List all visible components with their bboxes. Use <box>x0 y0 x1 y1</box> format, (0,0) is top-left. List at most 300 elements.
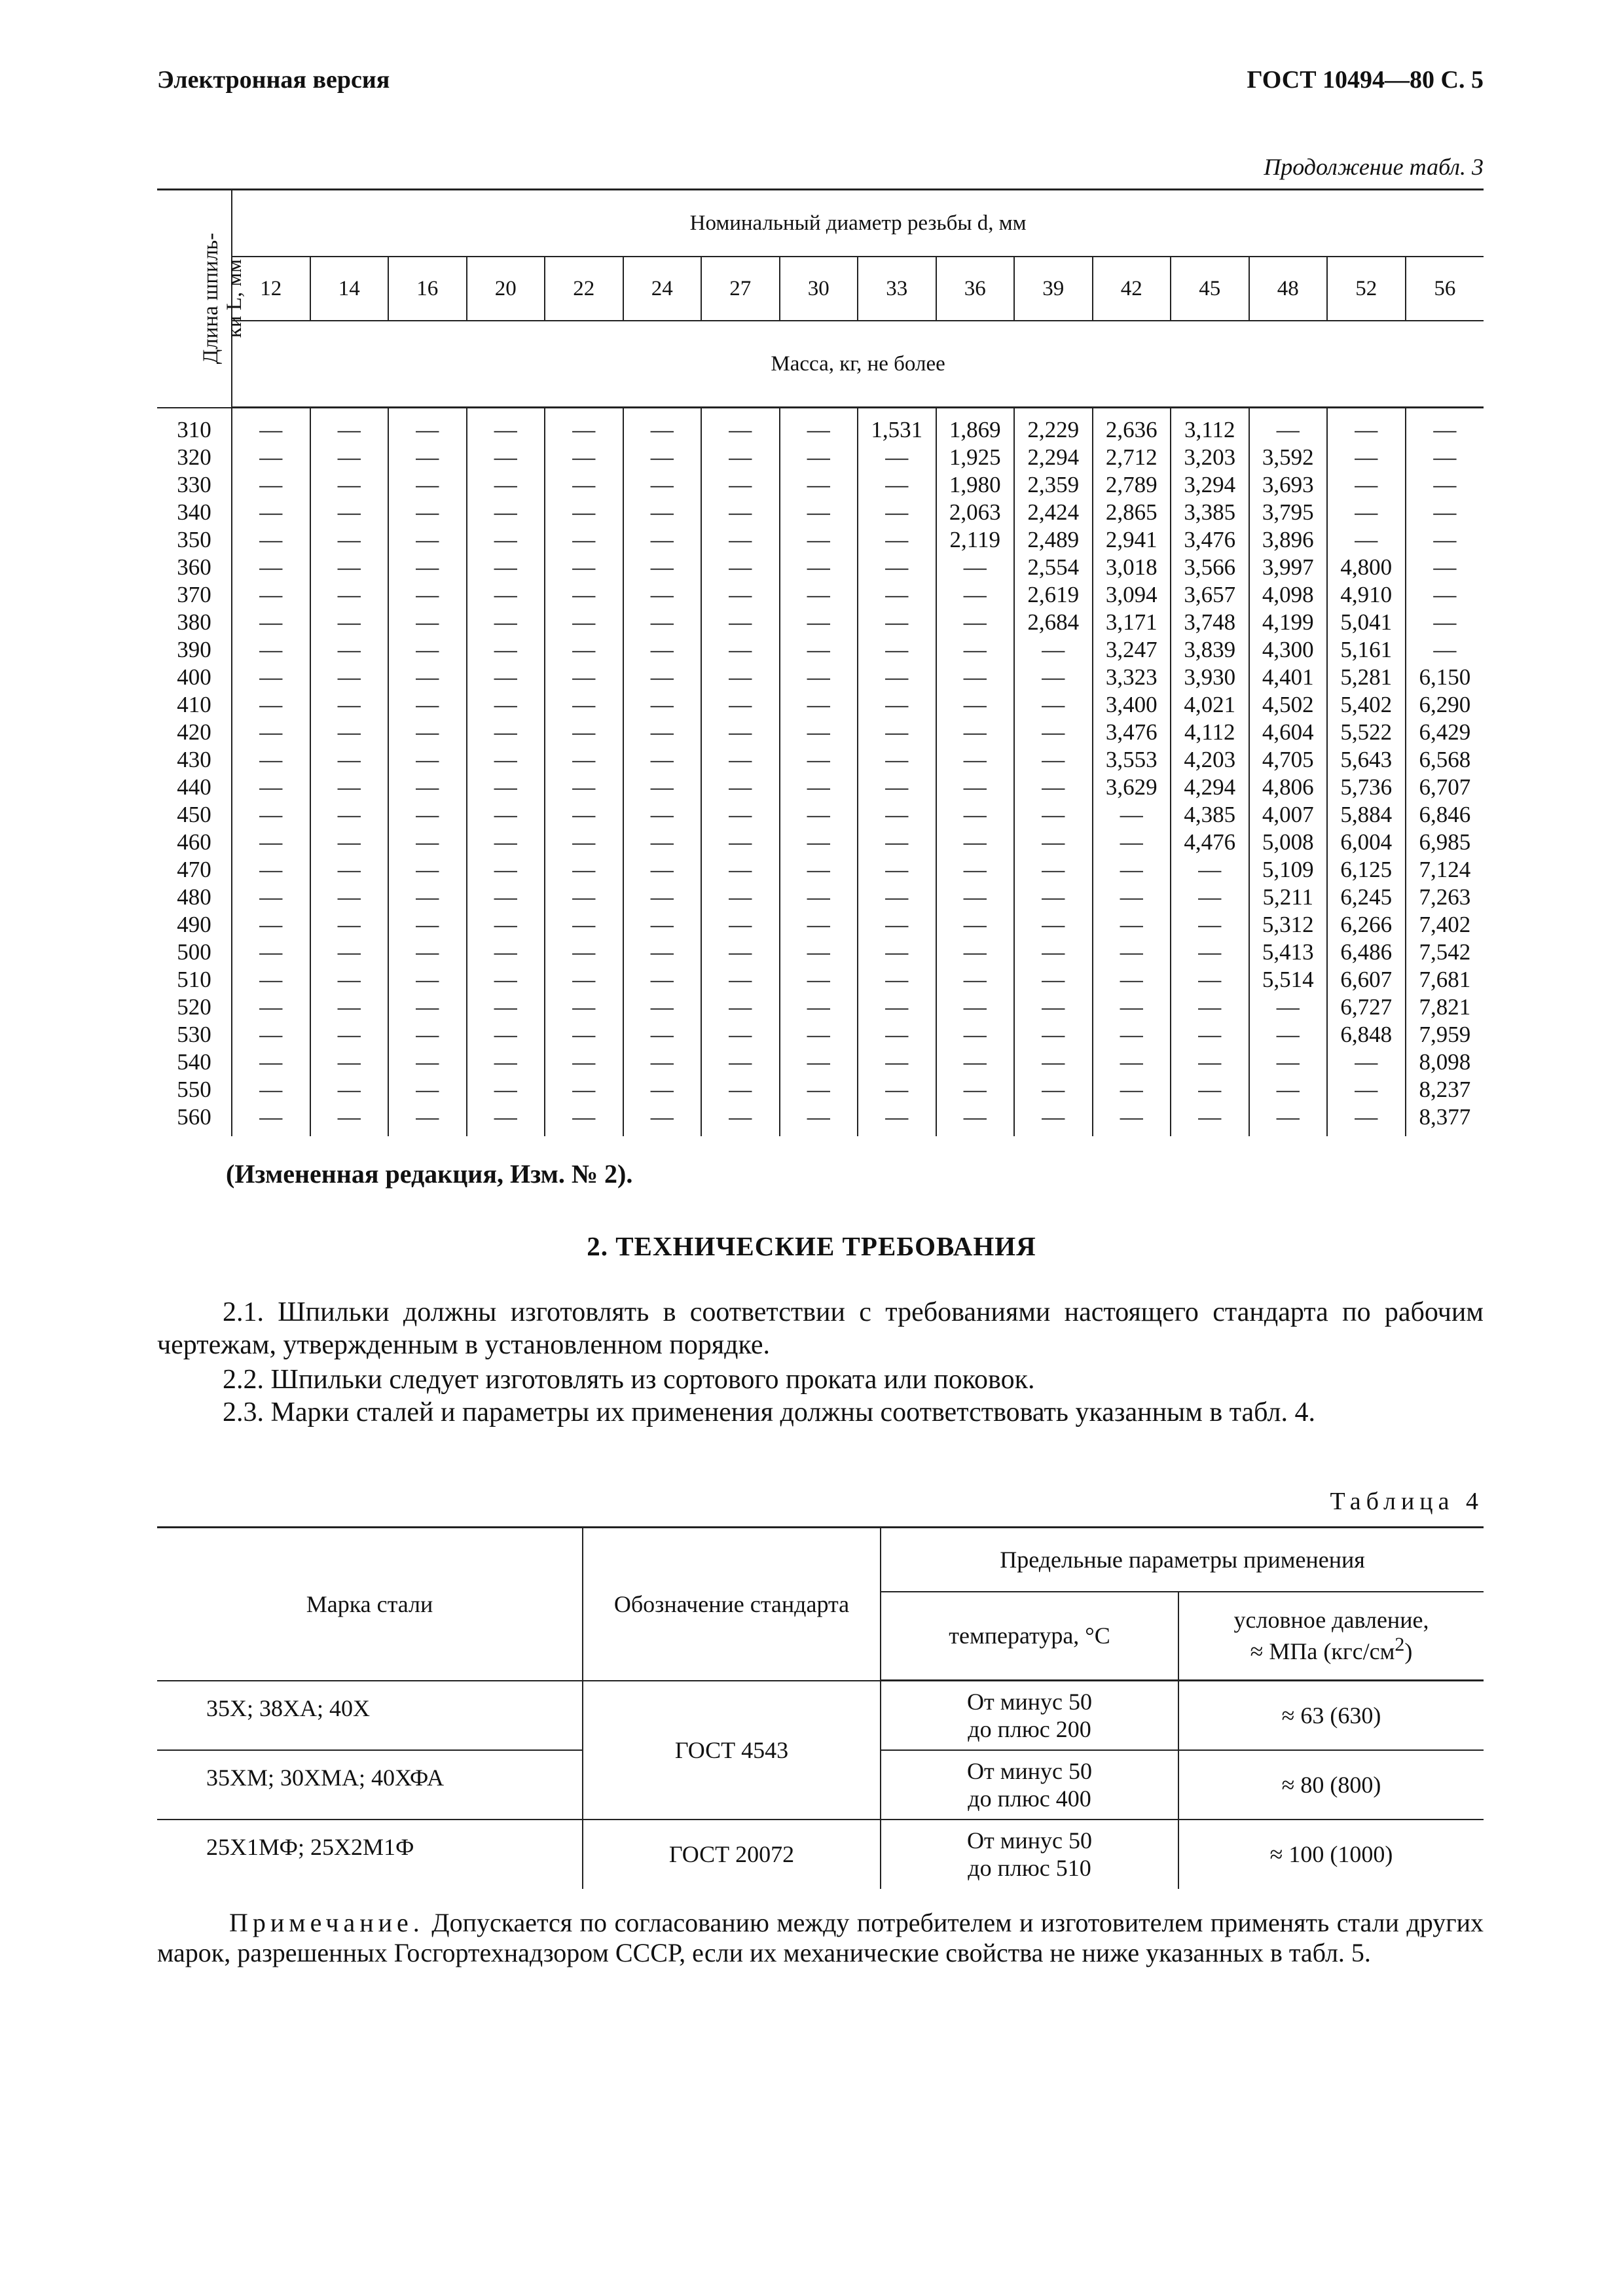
mass-cell: 5,008 <box>1249 829 1328 856</box>
mass-cell: — <box>232 408 310 444</box>
mass-cell: 2,789 <box>1093 471 1171 499</box>
mass-cell: 6,245 <box>1327 884 1406 911</box>
length-cell: 500 <box>157 939 232 966</box>
length-header-text <box>199 233 246 364</box>
mass-cell: — <box>623 636 702 664</box>
mass-cell: — <box>780 911 858 939</box>
mass-cell: 5,736 <box>1327 774 1406 801</box>
mass-cell: — <box>310 856 389 884</box>
mass-cell: — <box>858 911 936 939</box>
mass-cell: — <box>388 554 467 581</box>
mass-cell: — <box>388 581 467 609</box>
mass-cell: — <box>1093 939 1171 966</box>
mass-cell: — <box>858 526 936 554</box>
mass-cell: — <box>701 1076 780 1103</box>
mass-cell: — <box>936 1103 1015 1136</box>
table-row <box>157 994 1484 1021</box>
mass-cell: 6,727 <box>1327 994 1406 1021</box>
mass-cell: — <box>780 856 858 884</box>
mass-cell: — <box>232 801 310 829</box>
mass-cell: — <box>232 499 310 526</box>
mass-cell: — <box>1093 1076 1171 1103</box>
mass-cell: — <box>936 1021 1015 1049</box>
mass-cell: 4,476 <box>1171 829 1249 856</box>
limits-header: Предельные параметры применения <box>881 1528 1484 1592</box>
mass-cell: 2,424 <box>1014 499 1093 526</box>
steel-grades-table <box>157 1526 1484 1889</box>
mass-cell: — <box>310 966 389 994</box>
mass-cell: — <box>467 609 545 636</box>
length-cell: 530 <box>157 1021 232 1049</box>
mass-cell: — <box>232 884 310 911</box>
mass-cell: — <box>310 746 389 774</box>
mass-cell: — <box>1249 1021 1328 1049</box>
mass-cell: — <box>310 499 389 526</box>
pressure-cell: ≈ 80 (800) <box>1178 1750 1484 1820</box>
length-cell: 350 <box>157 526 232 554</box>
length-cell: 450 <box>157 801 232 829</box>
mass-cell: — <box>1327 471 1406 499</box>
mass-cell: — <box>467 554 545 581</box>
table-row <box>157 691 1484 719</box>
mass-cell: — <box>310 408 389 444</box>
length-cell: 420 <box>157 719 232 746</box>
mass-cell: — <box>388 856 467 884</box>
mass-cell: — <box>1249 408 1328 444</box>
mass-cell: — <box>1093 966 1171 994</box>
diameter-value: 56 <box>1406 257 1484 321</box>
diameter-value: 42 <box>1093 257 1171 321</box>
mass-cell: — <box>1406 609 1484 636</box>
diameter-value: 39 <box>1014 257 1093 321</box>
mass-cell: — <box>545 856 623 884</box>
mass-cell: 3,693 <box>1249 471 1328 499</box>
mass-cell: — <box>545 408 623 444</box>
mass-cell: 4,294 <box>1171 774 1249 801</box>
table-note <box>157 1908 1484 1968</box>
length-cell: 430 <box>157 746 232 774</box>
mass-cell: 4,385 <box>1171 801 1249 829</box>
mass-cell: 3,839 <box>1171 636 1249 664</box>
mass-cell: — <box>467 856 545 884</box>
mass-cell: — <box>858 939 936 966</box>
mass-cell: — <box>232 746 310 774</box>
mass-cell: — <box>310 774 389 801</box>
length-column-header <box>157 190 247 408</box>
paragraph-2-3-text: 2.3. Марки сталей и параметры их применения должны соответствовать указанным в табл. 4. <box>223 1397 1315 1427</box>
mass-cell: — <box>467 939 545 966</box>
mass-cell: — <box>232 636 310 664</box>
mass-cell: 6,290 <box>1406 691 1484 719</box>
table-row <box>157 829 1484 856</box>
mass-cell: 4,806 <box>1249 774 1328 801</box>
mass-cell: 7,959 <box>1406 1021 1484 1049</box>
mass-cell: — <box>310 911 389 939</box>
mass-cell: 2,554 <box>1014 554 1093 581</box>
mass-cell: — <box>310 581 389 609</box>
diameter-values-row <box>157 257 1484 321</box>
mass-cell: 3,171 <box>1093 609 1171 636</box>
mass-cell: 4,502 <box>1249 691 1328 719</box>
mass-cell: 3,997 <box>1249 554 1328 581</box>
mass-cell: — <box>1249 1103 1328 1136</box>
mass-cell: — <box>780 829 858 856</box>
mass-cell: — <box>545 966 623 994</box>
mass-cell: 2,359 <box>1014 471 1093 499</box>
mass-cell: — <box>780 801 858 829</box>
mass-cell: 5,281 <box>1327 664 1406 691</box>
mass-cell: — <box>1093 1103 1171 1136</box>
mass-cell: — <box>701 609 780 636</box>
mass-cell: — <box>310 1049 389 1076</box>
mass-cell: — <box>623 554 702 581</box>
paragraph-2-2-text: 2.2. Шпильки следует изготовлять из сортового проката или поковок. <box>223 1365 1035 1395</box>
mass-cell: — <box>1171 1049 1249 1076</box>
mass-cell: — <box>936 554 1015 581</box>
pressure-cell: ≈ 100 (1000) <box>1178 1820 1484 1889</box>
mass-cell: — <box>623 856 702 884</box>
steel-grade-cell: 25Х1МФ; 25Х2М1Ф <box>157 1820 583 1889</box>
mass-cell: — <box>858 1103 936 1136</box>
table-row <box>157 939 1484 966</box>
mass-table <box>157 188 1484 1136</box>
mass-cell: — <box>232 664 310 691</box>
table-row <box>157 1103 1484 1136</box>
mass-cell: — <box>936 636 1015 664</box>
mass-cell: — <box>1171 1076 1249 1103</box>
mass-cell: — <box>467 746 545 774</box>
note-text: Допускается по согласованию между потребителем и изготовителем применять стали других марок, разрешенных Госгортехнадзором СССР, если их механические свойства не ниже указанных в табл. 5. <box>157 1908 1484 1967</box>
diameter-value: 45 <box>1171 257 1249 321</box>
mass-cell: — <box>388 664 467 691</box>
mass-cell: — <box>780 1021 858 1049</box>
mass-cell: — <box>858 884 936 911</box>
mass-cell: — <box>545 746 623 774</box>
length-cell: 330 <box>157 471 232 499</box>
mass-cell: — <box>232 1021 310 1049</box>
table-row <box>157 774 1484 801</box>
mass-cell: — <box>232 1076 310 1103</box>
pressure-cell: ≈ 63 (630) <box>1178 1681 1484 1750</box>
mass-cell: — <box>388 444 467 471</box>
mass-cell: — <box>623 691 702 719</box>
diameter-value: 33 <box>858 257 936 321</box>
mass-cell: — <box>310 526 389 554</box>
mass-cell: — <box>780 691 858 719</box>
section-title: 2. ТЕХНИЧЕСКИЕ ТРЕБОВАНИЯ <box>587 1231 1036 1261</box>
mass-cell: — <box>1014 664 1093 691</box>
mass-cell: — <box>388 939 467 966</box>
mass-cell: — <box>545 939 623 966</box>
mass-cell: — <box>467 1076 545 1103</box>
mass-cell: 8,377 <box>1406 1103 1484 1136</box>
mass-cell: — <box>701 746 780 774</box>
length-cell: 360 <box>157 554 232 581</box>
mass-cell: — <box>858 774 936 801</box>
mass-cell: — <box>467 719 545 746</box>
mass-cell: — <box>780 939 858 966</box>
mass-cell: — <box>467 1103 545 1136</box>
mass-cell: — <box>467 408 545 444</box>
mass-cell: — <box>1093 1021 1171 1049</box>
diameter-value: 20 <box>467 257 545 321</box>
length-cell: 480 <box>157 884 232 911</box>
mass-cell: — <box>858 581 936 609</box>
mass-cell: 7,402 <box>1406 911 1484 939</box>
mass-cell: — <box>310 664 389 691</box>
mass-cell: 3,400 <box>1093 691 1171 719</box>
mass-cell: — <box>780 994 858 1021</box>
mass-cell: — <box>545 581 623 609</box>
mass-cell: — <box>388 1103 467 1136</box>
mass-cell: 4,007 <box>1249 801 1328 829</box>
table-row <box>157 636 1484 664</box>
temp-line2: до плюс 510 <box>968 1855 1091 1881</box>
length-cell: 400 <box>157 664 232 691</box>
temperature-cell <box>881 1750 1178 1820</box>
mass-cell: — <box>858 664 936 691</box>
mass-cell: — <box>780 1049 858 1076</box>
mass-cell: 2,941 <box>1093 526 1171 554</box>
mass-cell: — <box>936 691 1015 719</box>
mass-cell: — <box>780 719 858 746</box>
mass-cell: — <box>701 774 780 801</box>
temp-line1: От минус 50 <box>966 1688 1093 1715</box>
mass-cell: 3,385 <box>1171 499 1249 526</box>
mass-cell: — <box>780 499 858 526</box>
table-row <box>157 1076 1484 1103</box>
mass-cell: — <box>858 801 936 829</box>
mass-cell: — <box>701 1021 780 1049</box>
mass-cell: — <box>388 719 467 746</box>
mass-cell: — <box>467 444 545 471</box>
mass-cell: — <box>623 774 702 801</box>
mass-cell: — <box>467 994 545 1021</box>
mass-cell: 2,119 <box>936 526 1015 554</box>
mass-cell: — <box>701 719 780 746</box>
mass-cell: 6,985 <box>1406 829 1484 856</box>
mass-cell: — <box>858 1076 936 1103</box>
mass-cell: — <box>310 554 389 581</box>
mass-cell: — <box>388 636 467 664</box>
mass-cell: — <box>623 526 702 554</box>
mass-cell: 7,542 <box>1406 939 1484 966</box>
mass-cell: 6,429 <box>1406 719 1484 746</box>
mass-cell: 4,021 <box>1171 691 1249 719</box>
mass-cell: — <box>232 774 310 801</box>
mass-cell: — <box>1093 884 1171 911</box>
mass-cell: — <box>310 1076 389 1103</box>
mass-cell: — <box>858 609 936 636</box>
mass-cell: — <box>467 526 545 554</box>
mass-cell: — <box>623 1021 702 1049</box>
mass-cell: — <box>545 884 623 911</box>
mass-cell: — <box>936 664 1015 691</box>
paragraph-2-1 <box>157 1296 1484 1361</box>
mass-table-body <box>157 408 1484 1137</box>
temp-line1: От минус 50 <box>966 1757 1093 1784</box>
mass-cell: 5,643 <box>1327 746 1406 774</box>
steel-grade-cell: 35Х; 38ХА; 40Х <box>157 1681 583 1750</box>
mass-cell: — <box>310 1103 389 1136</box>
table-row <box>157 581 1484 609</box>
document-source-label: Электронная версия <box>157 66 390 94</box>
mass-cell: 3,018 <box>1093 554 1171 581</box>
mass-cell: — <box>1014 719 1093 746</box>
table-row <box>157 471 1484 499</box>
mass-cell: — <box>858 856 936 884</box>
mass-cell: — <box>936 966 1015 994</box>
mass-cell: 6,266 <box>1327 911 1406 939</box>
standard-cell: ГОСТ 20072 <box>583 1820 881 1889</box>
mass-cell: — <box>936 1076 1015 1103</box>
mass-cell: — <box>936 911 1015 939</box>
mass-cell: — <box>780 966 858 994</box>
mass-cell: — <box>232 471 310 499</box>
mass-cell: 1,869 <box>936 408 1015 444</box>
mass-cell: — <box>623 408 702 444</box>
mass-cell: 5,312 <box>1249 911 1328 939</box>
length-cell: 470 <box>157 856 232 884</box>
length-cell: 340 <box>157 499 232 526</box>
mass-cell: — <box>467 1021 545 1049</box>
mass-cell: 4,203 <box>1171 746 1249 774</box>
mass-cell: — <box>1014 994 1093 1021</box>
mass-cell: — <box>388 884 467 911</box>
mass-cell: — <box>858 1021 936 1049</box>
mass-cell: 1,531 <box>858 408 936 444</box>
table-row <box>157 554 1484 581</box>
mass-cell: — <box>1406 408 1484 444</box>
mass-cell: — <box>1014 884 1093 911</box>
mass-cell: — <box>1171 939 1249 966</box>
mass-cell: — <box>1327 1076 1406 1103</box>
mass-cell: 5,041 <box>1327 609 1406 636</box>
mass-cell: — <box>388 526 467 554</box>
mass-cell: — <box>310 884 389 911</box>
mass-cell: — <box>858 499 936 526</box>
mass-header: Масса, кг, не более <box>232 321 1484 408</box>
mass-cell: — <box>545 444 623 471</box>
mass-cell: — <box>780 884 858 911</box>
mass-cell: 4,910 <box>1327 581 1406 609</box>
mass-cell: 4,604 <box>1249 719 1328 746</box>
mass-cell: — <box>623 911 702 939</box>
mass-cell: — <box>780 664 858 691</box>
table-row <box>157 746 1484 774</box>
mass-cell: — <box>545 636 623 664</box>
mass-cell: — <box>623 939 702 966</box>
mass-cell: — <box>467 499 545 526</box>
length-cell: 560 <box>157 1103 232 1136</box>
mass-cell: — <box>1093 994 1171 1021</box>
mass-cell: 6,846 <box>1406 801 1484 829</box>
standard-page-header: ГОСТ 10494—80 С. 5 <box>1247 66 1484 94</box>
mass-cell: — <box>701 801 780 829</box>
mass-cell: — <box>232 966 310 994</box>
mass-cell: — <box>467 1049 545 1076</box>
mass-cell: — <box>1014 691 1093 719</box>
steel-grade-header: Марка стали <box>157 1528 583 1681</box>
mass-cell: — <box>858 994 936 1021</box>
mass-cell: 3,657 <box>1171 581 1249 609</box>
mass-cell: 2,294 <box>1014 444 1093 471</box>
mass-cell: — <box>545 801 623 829</box>
mass-cell: — <box>1406 554 1484 581</box>
mass-cell: — <box>623 966 702 994</box>
mass-cell: — <box>545 471 623 499</box>
mass-cell: 4,300 <box>1249 636 1328 664</box>
mass-cell: — <box>467 966 545 994</box>
mass-cell: — <box>623 581 702 609</box>
mass-cell: — <box>1327 1049 1406 1076</box>
mass-cell: — <box>467 884 545 911</box>
mass-cell: 8,237 <box>1406 1076 1484 1103</box>
mass-cell: — <box>701 526 780 554</box>
mass-cell: — <box>1014 829 1093 856</box>
mass-cell: — <box>310 691 389 719</box>
mass-cell: — <box>545 1021 623 1049</box>
mass-cell: — <box>545 994 623 1021</box>
length-cell: 410 <box>157 691 232 719</box>
mass-cell: 4,401 <box>1249 664 1328 691</box>
mass-cell: — <box>232 1103 310 1136</box>
mass-cell: — <box>623 994 702 1021</box>
mass-cell: 6,125 <box>1327 856 1406 884</box>
length-cell: 510 <box>157 966 232 994</box>
mass-cell: — <box>1014 801 1093 829</box>
mass-cell: — <box>310 444 389 471</box>
length-header-line1: Длина шпиль- <box>199 232 223 364</box>
table-row <box>157 664 1484 691</box>
mass-cell: — <box>623 829 702 856</box>
temp-line2: до плюс 400 <box>968 1785 1091 1812</box>
mass-cell: — <box>1249 994 1328 1021</box>
mass-cell: — <box>780 581 858 609</box>
table-row <box>157 966 1484 994</box>
table-row <box>157 911 1484 939</box>
mass-cell: — <box>701 664 780 691</box>
mass-cell: — <box>1014 746 1093 774</box>
mass-cell: — <box>780 554 858 581</box>
mass-cell: 3,476 <box>1171 526 1249 554</box>
length-cell: 520 <box>157 994 232 1021</box>
mass-cell: — <box>310 609 389 636</box>
diameter-value: 22 <box>545 257 623 321</box>
mass-cell: — <box>623 1103 702 1136</box>
mass-cell: 2,636 <box>1093 408 1171 444</box>
table-row <box>157 801 1484 829</box>
mass-cell: — <box>701 1049 780 1076</box>
diameter-value: 12 <box>232 257 310 321</box>
mass-cell: — <box>858 471 936 499</box>
mass-cell: — <box>623 1076 702 1103</box>
mass-cell: — <box>467 636 545 664</box>
mass-cell: 2,489 <box>1014 526 1093 554</box>
mass-cell: — <box>232 691 310 719</box>
mass-cell: 5,514 <box>1249 966 1328 994</box>
mass-cell: — <box>232 829 310 856</box>
mass-cell: — <box>936 719 1015 746</box>
mass-cell: — <box>701 994 780 1021</box>
length-cell: 320 <box>157 444 232 471</box>
mass-cell: — <box>780 636 858 664</box>
mass-cell: — <box>858 1049 936 1076</box>
mass-cell: — <box>1093 801 1171 829</box>
mass-cell: — <box>1014 1021 1093 1049</box>
mass-cell: 5,884 <box>1327 801 1406 829</box>
mass-cell: — <box>388 966 467 994</box>
